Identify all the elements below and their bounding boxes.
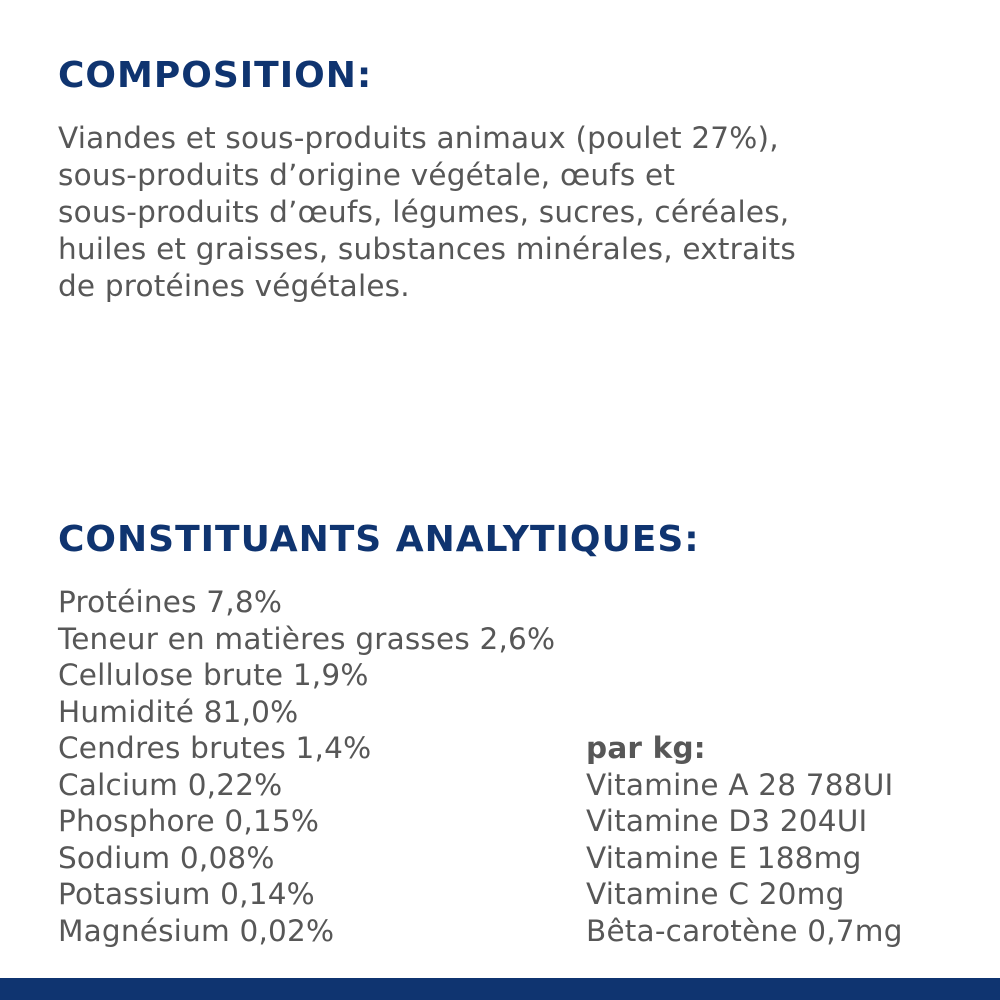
analytic-item-sodium: Sodium 0,08% [58, 840, 275, 875]
composition-line: Viandes et sous-produits animaux (poulet 27%), [58, 121, 779, 155]
analytic-item-calcium: Calcium 0,22% [58, 767, 283, 802]
beta-carotene-item: Bêta-carotène 0,7mg [586, 913, 903, 948]
analytic-item-magnesium: Magnésium 0,02% [58, 913, 335, 948]
vitamin-c-item: Vitamine C 20mg [586, 877, 845, 911]
composition-line: huiles et graisses, substances minérales, extraits [58, 232, 796, 266]
vitamin-d3-item: Vitamine D3 204UI [586, 804, 868, 838]
vitamin-e-item: Vitamine E 188mg [586, 840, 862, 875]
bottom-bar [0, 978, 1000, 1000]
per-kg-label: par kg: [586, 731, 706, 765]
analytic-item-potassium: Potassium 0,14% [58, 877, 315, 911]
composition-line: sous-produits d’origine végétale, œufs et [58, 158, 676, 192]
analytic-item-phosphore: Phosphore 0,15% [58, 804, 320, 838]
analytic-item-humidite: Humidité 81,0% [58, 694, 299, 729]
composition-text [58, 120, 938, 305]
analytic-item-matieres-grasses: Teneur en matières grasses 2,6% [58, 621, 556, 656]
vitamin-a-item: Vitamine A 28 788UI [586, 767, 894, 802]
analytics-heading: CONSTITUANTS ANALYTIQUES: [58, 519, 700, 560]
per-kg-list [586, 730, 903, 949]
analytic-item-cellulose: Cellulose brute 1,9% [58, 658, 369, 692]
analytic-item-proteines: Protéines 7,8% [58, 585, 283, 619]
analytic-item-cendres: Cendres brutes 1,4% [58, 731, 372, 765]
analytics-list [58, 584, 555, 949]
composition-heading: COMPOSITION: [58, 55, 373, 96]
composition-line: de protéines végétales. [58, 269, 410, 303]
composition-line: sous-produits d’œufs, légumes, sucres, céréales, [58, 195, 790, 229]
